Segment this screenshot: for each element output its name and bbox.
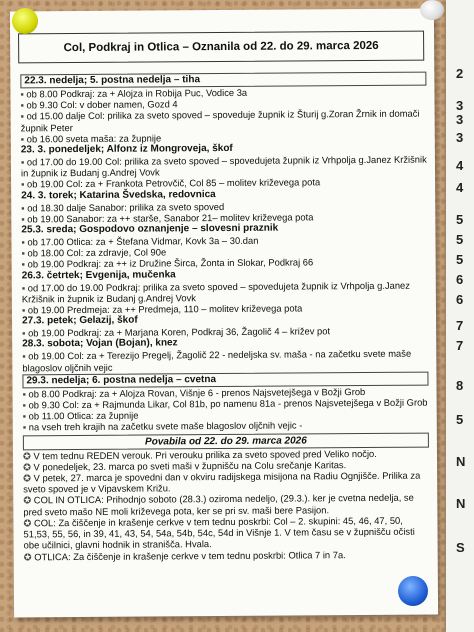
invitation-text: V petek, 27. marca je spovedni dan v okviru radijskega misijona na Radiu Ognjišče. Prilika za sveto spoved je v Vipavskem Križu. [23,469,421,495]
day-section [22,371,428,433]
schedule-line: ▪ ob 19.00 Col: za + Frankota Petrovčič, Col 85 – molitev križevega pota [21,176,321,190]
schedule-line: ▪ ob 19.00 Podkraj: za ++ iz Družine Širca, Žonta in Slokar, Podkraj 66 [21,256,314,270]
schedule-text: ob 18.00 Col: za zdravje, Col 90e [27,246,167,259]
schedule-line: ▪ ob 8.00 Podkraj: za + Alojza in Robija Puc, Vodice 3a [20,86,248,100]
invitation-item: ✪ OTLICA: Za čiščenje in krašenje cerkve v tem tednu poskrbi: Otlica 7 in 7a. [23,548,346,562]
schedule-line: ▪ od 18.30 dalje Sanabor: prilika za sveto spoved [21,200,225,214]
adjacent-text: N [456,496,466,511]
invitation-item: ✪ COL: Za čiščenje in krašenje cerkve v tem tednu poskrbi: Col – 2. skupini: 45, 46, 47, 50, 51,53, 55, 56, in 39, 41, 43, 54, 54a, 54b, 54c, 54d in Višnje 1. V tem času se v župnišču očisti obe učilnici, glavni hodnik in stranišča. Hvala. [23,514,415,551]
adjacent-notice [446,0,474,632]
day-header: 24. 3. torek; Katarina Švedska, redovnica [21,188,216,202]
schedule-line: ▪ ob 16.00 sveta maša: za župnije [20,132,162,145]
invitations-list [23,447,430,562]
day-section [22,267,428,315]
adjacent-text: 7 [456,338,464,353]
adjacent-text: 6 [456,272,464,287]
adjacent-text: 4 [456,180,464,195]
schedule-text: ob 11.00 Otlica: za župnije [28,409,139,422]
announcement-body [20,71,429,563]
day-section [21,142,427,190]
schedule-line: ▪ ob 19.00 Col: za + Terezijo Pregelj, Žagolič 22 - nedeljska sv. maša - na začetku svete maše blagoslov oljčnih vejic [22,348,412,374]
invitation-text: COL IN OTLICA: Prihodnjo soboto (28.3.) oziroma nedeljo, (29.3.). ker je cvetna nedelja, se pred sveto mašo NE moli križevega pota, ker se pri sv. maši bere Pasijon. [23,492,414,518]
schedule-text: ob 19.00 Podkraj: za ++ iz Družine Širca, Žonta in Slokar, Podkraj 66 [27,256,314,270]
schedule-line: ▪ ob 8.00 Podkraj: za + Alojza Rovan, Višnje 6 - prenos Najsvetejšega v Božji Grob [22,385,366,400]
schedule-text: ob 16.00 sveta maša: za župnije [26,132,162,145]
day-header: 28.3. sobota; Vojan (Bojan), knez [22,337,178,350]
adjacent-text: 4 [456,158,464,173]
schedule-text: na vseh treh krajih na začetku svete maše blagoslov oljčnih vejic - [28,419,303,433]
schedule-text: od 15.00 dalje Col: prilika za sveto spoved – spoveduje župnik iz Šturij g.Zoran Žrnik in domači župnik Peter [20,108,420,134]
adjacent-text: S [456,540,465,555]
schedule-text: ob 17.00 Otlica: za + Štefana Vidmar, Kovk 3a – 30.dan [27,234,259,248]
adjacent-text: 3 [456,98,464,113]
schedule-text: ob 8.00 Podkraj: za + Alojza Rovan, Višnje 6 - prenos Najsvetejšega v Božji Grob [28,385,366,400]
announcement-sheet [10,9,438,618]
adjacent-text: 5 [456,232,464,247]
schedule-text: ob 9.30 Col: v dober namen, Gozd 4 [26,98,178,111]
day-section [22,313,428,339]
announcement-title: Col, Podkraj in Otlica – Oznanila od 22. do 29. marca 2026 [18,31,424,64]
adjacent-text: 7 [456,318,464,333]
invitation-item: ✪ V ponedeljek, 23. marca po sveti maši v župnišču na Colu srečanje Karitas. [23,459,347,473]
schedule-text: ob 19.00 Col: za + Frankota Petrovčič, Col 85 – molitev križevega pota [26,176,321,190]
day-section [20,72,426,145]
schedule-text: ob 19.00 Sanabor: za ++ starše, Sanabor 21– molitev križevega pota [27,211,314,225]
adjacent-text: 3 [456,130,464,145]
schedule-line: ▪ ob 17.00 Otlica: za + Štefana Vidmar, Kovk 3a – 30.dan [21,234,259,248]
invitation-text: V tem tednu REDEN verouk. Pri verouku prilika za sveto spoved pred Veliko nočjo. [33,447,377,462]
day-header: 26.3. četrtek; Evgenija, mučenka [21,268,176,282]
adjacent-text: 6 [456,292,464,307]
schedule-line: ▪ ob 19.00 Sanabor: za ++ starše, Sanabor 21– molitev križevega pota [21,211,314,225]
invitation-text: COL: Za čiščenje in krašenje cerkve v tem tednu poskrbi: Col – 2. skupini: 45, 46, 47, 50, 51,53, 55, 56, in 39, 41, 43, 54, 54a, 54b, 54c, 54d in Višnje 1. V tem času se v župnišču očisti obe učilnici, glavni hodnik in stranišča. Hvala. [23,514,415,551]
schedule-line: ▪ na vseh treh krajih na začetku svete maše blagoslov oljčnih vejic - [22,419,303,433]
schedule-line: ▪ ob 18.00 Col: za zdravje, Col 90e [21,246,167,259]
adjacent-text: 2 [456,66,464,81]
adjacent-text: 3 [456,112,464,127]
invitation-item: ✪ V petek, 27. marca je spovedni dan v okviru radijskega misijona na Radiu Ognjišče. Prilika za sveto spoved je v Vipavskem Križu. [23,469,421,495]
invitation-item: ✪ COL IN OTLICA: Prihodnjo soboto (28.3.) oziroma nedeljo, (29.3.). ker je cvetna nedelja, se pred sveto mašo NE moli križevega pota, ker se pri sv. maši bere Pasijon. [23,492,414,518]
day-header: 23. 3. ponedeljek; Alfonz iz Mongroveja, škof [20,142,233,156]
blue-pushpin-icon [398,576,428,606]
schedule-text: ob 19.00 Col: za + Terezijo Pregelj, Žagolič 22 - nedeljska sv. maša - na začetku svete maše blagoslov oljčnih vejic [22,348,412,374]
invitation-text: OTLICA: Za čiščenje in krašenje cerkve v tem tednu poskrbi: Otlica 7 in 7a. [34,548,346,562]
day-section [21,222,427,270]
schedule-line: ▪ od 17.00 do 19.00 Podkraj: prilika za sveto spoved – spovedujeta župnik iz Vrhpolja g.Janez Kržišnik in župnik iz Budanj g.Andrej Vovk [21,279,410,305]
schedule-line: ▪ ob 11.00 Otlica: za župnije [22,409,139,422]
schedule-text: od 18.30 dalje Sanabor: prilika za sveto spoved [27,200,225,213]
adjacent-text: 8 [456,378,464,393]
invitation-item: ✪ V tem tednu REDEN verouk. Pri verouku prilika za sveto spoved pred Veliko nočjo. [22,447,377,462]
adjacent-text: 5 [456,412,464,427]
schedule-line: ▪ ob 9.30 Col: za + Rajmunda Likar, Col 81b, po namenu 81a - prenos Najsvetejšega v Božji Grob [22,396,428,411]
day-section [21,187,427,224]
adjacent-text: 5 [456,212,464,227]
schedule-text: ob 8.00 Podkraj: za + Alojza in Robija Puc, Vodice 3a [26,86,248,100]
adjacent-text: N [456,454,466,469]
adjacent-text: 5 [456,252,464,267]
day-section [22,336,428,373]
schedule-text: ob 19.00 Podkraj: za + Marjana Koren, Podkraj 36, Žagolič 4 – križev pot [28,325,331,339]
day-header: 29.3. nedelja; 6. postna nedelja – cvetna [22,371,428,388]
day-header: 22.3. nedelja; 5. postna nedelja – tiha [20,72,426,89]
white-pushpin-icon [420,0,444,20]
schedule-line: ▪ ob 19.00 Predmeja: za ++ Predmeja, 110 – molitev križevega pota [21,302,303,316]
schedule-line: ▪ ob 19.00 Podkraj: za + Marjana Koren, Podkraj 36, Žagolič 4 – križev pot [22,325,331,339]
schedule-text: ob 9.30 Col: za + Rajmunda Likar, Col 81b, po namenu 81a - prenos Najsvetejšega v Božji Grob [28,396,428,411]
schedule-text: od 17.00 do 19.00 Col: prilika za sveto spoved – spovedujeta župnik iz Vrhpolja g.Janez Kržišnik in župnik iz Budanj g.Andrej Vovk [20,153,427,179]
invitation-text: V ponedeljek, 23. marca po sveti maši v župnišču na Colu srečanje Karitas. [33,459,347,473]
schedule-text: od 17.00 do 19.00 Podkraj: prilika za sveto spoved – spovedujeta župnik iz Vrhpolja g.Janez Kržišnik in župnik iz Budanj g.Andrej Vovk [21,279,410,305]
day-header: 27.3. petek; Gelazij, škof [22,314,138,327]
invitations-title: Povabila od 22. do 29. marca 2026 [23,432,429,450]
day-header: 25.3. sreda; Gospodovo oznanjenje – slovesni praznik [21,222,279,236]
schedule-line: ▪ od 17.00 do 19.00 Col: prilika za sveto spoved – spovedujeta župnik iz Vrhpolja g.Janez Kržišnik in župnik iz Budanj g.Andrej Vovk [20,153,427,179]
schedule-text: ob 19.00 Predmeja: za ++ Predmeja, 110 – molitev križevega pota [27,302,303,316]
schedule-line: ▪ od 15.00 dalje Col: prilika za sveto spoved – spoveduje župnik iz Šturij g.Zoran Žrnik in domači župnik Peter [20,108,420,134]
schedule-line: ▪ ob 9.30 Col: v dober namen, Gozd 4 [20,98,178,111]
yellow-pushpin-icon [12,8,38,34]
